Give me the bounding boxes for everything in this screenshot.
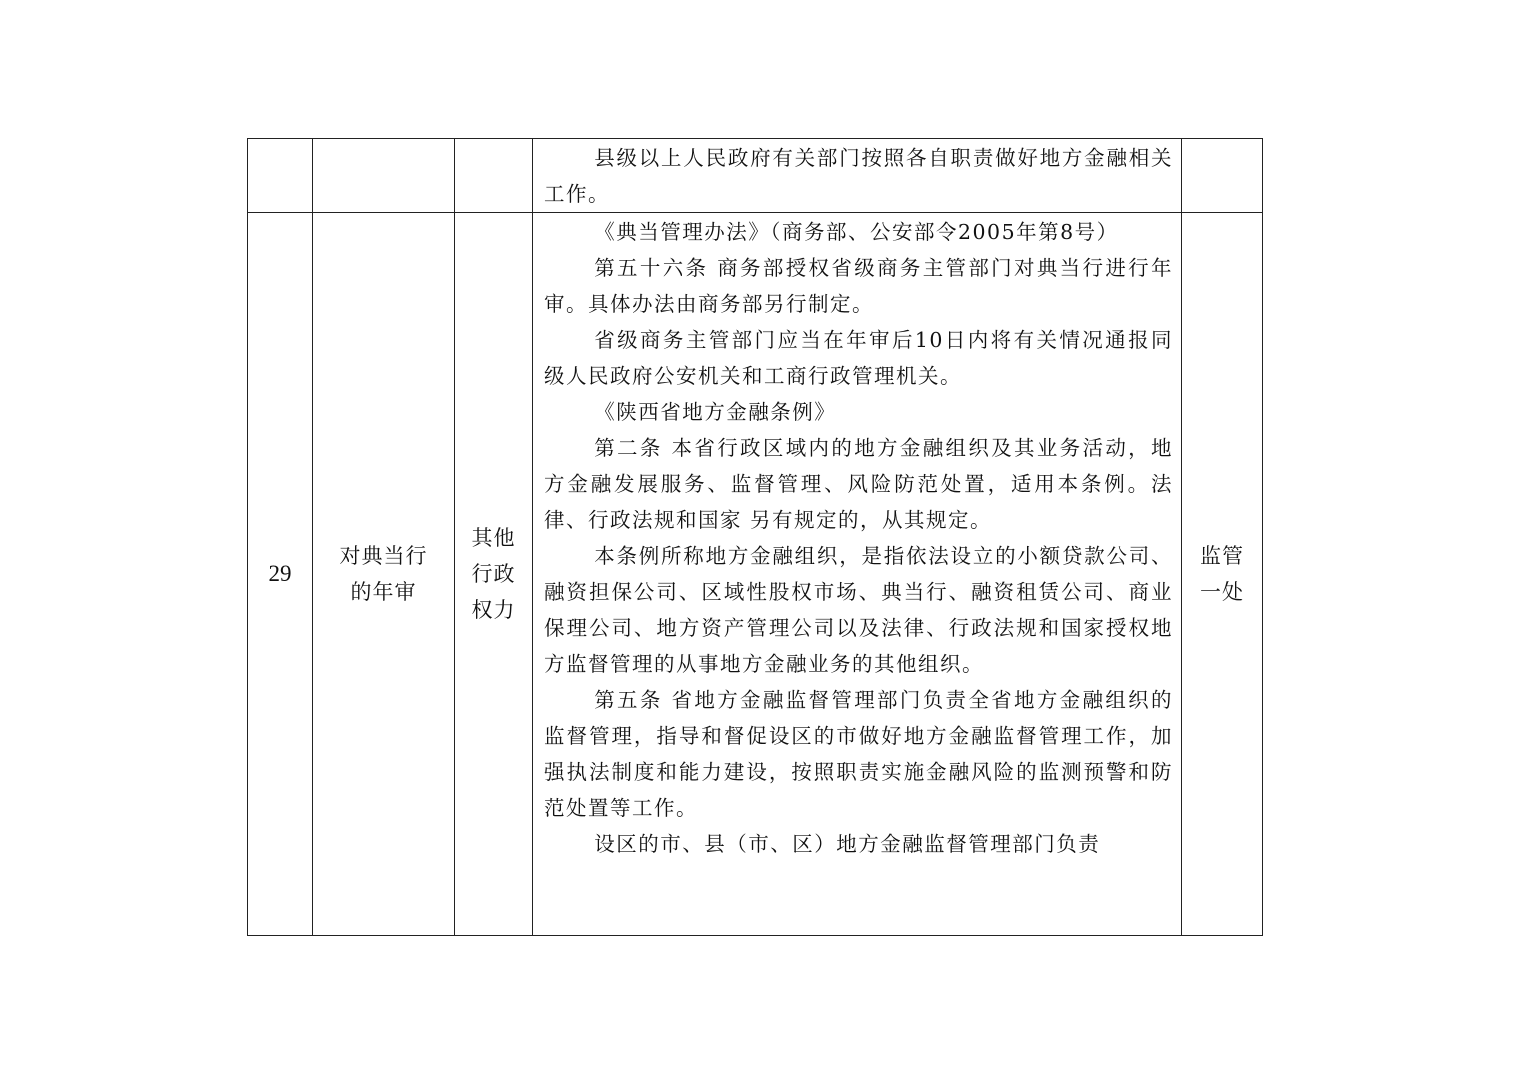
item-name-line: 对典当行 [339,544,428,568]
basis-paragraph: 《典当管理办法》（商务部、公安部令2005年第8号） [594,220,1119,244]
type-cell-empty [455,139,533,213]
basis-paragraph: 第二条 本省行政区域内的地方金融组织及其业务活动，地方金融发展服务、监督管理、风险防范处置，适用本条例。法律、行政法规和国家 另有规定的，从其规定。 [544,436,1173,532]
department-cell-empty [1182,139,1263,213]
number-cell-empty [248,139,313,213]
basis-paragraph: 省级商务主管部门应当在年审后10日内将有关情况通报同级人民政府公安机关和工商行政管理机关。 [544,328,1173,388]
basis-paragraph: 第五十六条 商务部授权省级商务主管部门对典当行进行年审。具体办法由商务部另行制定。 [544,256,1173,316]
department-line: 一处 [1200,580,1244,604]
department-line: 监管 [1200,544,1244,568]
table-row [248,213,1263,936]
power-type-cell [455,213,533,936]
item-name-line: 的年审 [350,580,417,604]
basis-paragraph: 第五条 省地方金融监督管理部门负责全省地方金融组织的监督管理，指导和督促设区的市做好地方金融监督管理工作，加强执法制度和能力建设，按照职责实施金融风险的监测预警和防范处置等工作。 [544,688,1173,820]
basis-paragraph: 县级以上人民政府有关部门按照各自职责做好地方金融相关工作。 [544,146,1173,206]
row-number: 29 [248,213,313,936]
legal-basis-cell [533,139,1182,213]
power-type-line: 权力 [471,598,516,622]
item-cell-empty [313,139,455,213]
item-name-cell [313,213,455,936]
basis-paragraph: 本条例所称地方金融组织，是指依法设立的小额贷款公司、融资担保公司、区域性股权市场、典当行、融资租赁公司、商业保理公司、地方资产管理公司以及法律、行政法规和国家授权地方监督管理的从事地方金融业务的其他组织。 [544,544,1173,676]
power-list-table [247,138,1263,936]
power-type-line: 其他 [471,526,516,550]
basis-paragraph: 设区的市、县（市、区）地方金融监督管理部门负责 [594,832,1101,856]
responsible-department-cell [1182,213,1263,936]
legal-basis-cell [533,213,1182,936]
power-type-line: 行政 [471,562,516,586]
continuation-row [248,139,1263,213]
basis-paragraph: 《陕西省地方金融条例》 [594,400,837,424]
